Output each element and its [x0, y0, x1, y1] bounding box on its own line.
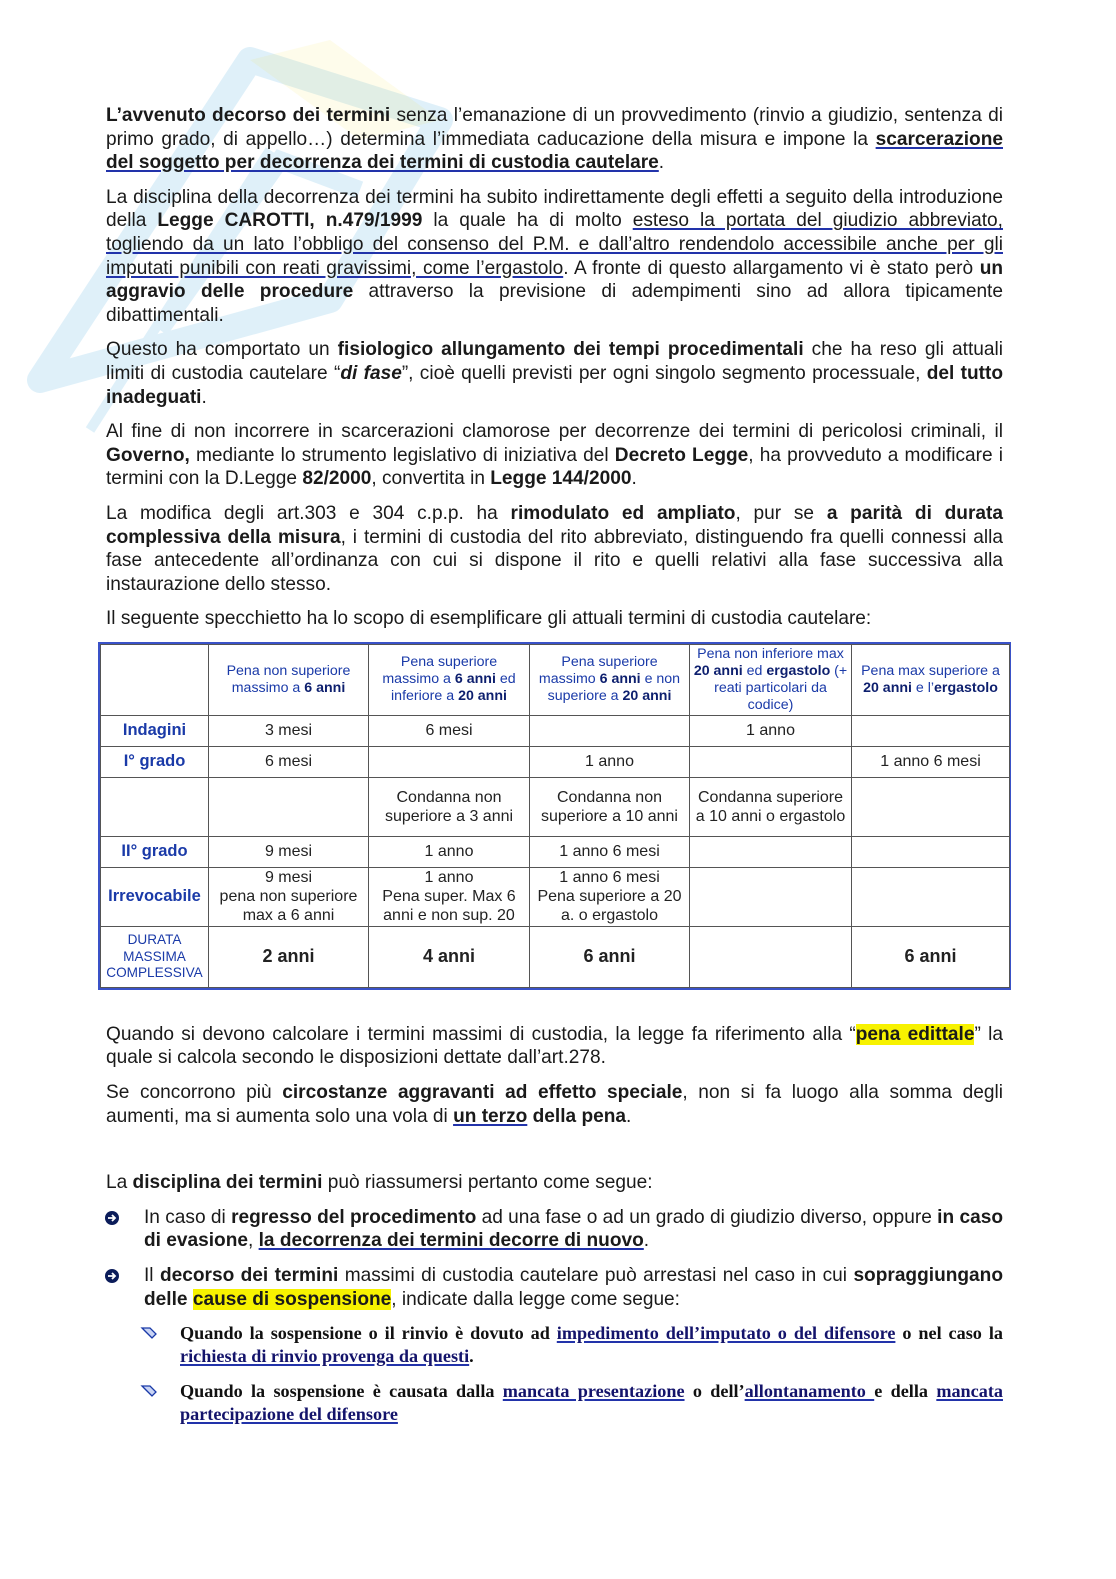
paragraph-4 [106, 420, 1003, 491]
irr-c1-b: pena non superiore max a 6 anni [219, 888, 358, 925]
p5-text-c: , pur se [735, 502, 827, 524]
h5-text-c: e l’ [911, 679, 935, 696]
arrow-bullet-icon [104, 1268, 122, 1284]
p4-legge-144: Legge 144/2000 [490, 468, 632, 490]
durata-l1: DURATA [127, 932, 182, 948]
condanna-col-5 [852, 777, 1010, 836]
p4-text-g: , convertita in [371, 468, 491, 490]
condanna-col-4: Condanna superiore a 10 anni o ergastolo [690, 777, 852, 836]
durata-l3: COMPLESSIVA [106, 965, 203, 981]
p8-un-terzo: un terzo [453, 1105, 528, 1127]
p3-di-fase: di fase [340, 362, 402, 384]
h2-text-a: Pena superiore massimo a [382, 654, 498, 688]
irr-c3-a: 1 anno 6 mesi [559, 869, 660, 887]
p4-end: . [631, 468, 637, 490]
b2-cause-sospensione: cause di sospensione [192, 1288, 392, 1310]
h5-text-a: Pena max superiore a [861, 662, 1000, 679]
bullet-item-1 [106, 1206, 1003, 1253]
h2-text-c: ed inferiore a [391, 671, 516, 705]
condanna-label [101, 777, 209, 836]
s2-underlined-d: allontanamento [744, 1381, 875, 1402]
irr-c2-a: 1 anno [424, 869, 474, 887]
b2-text-f: , indicate dalla legge come segue: [391, 1288, 680, 1310]
p3-text-e: ”, cioè quelli previsti per ogni singolo segmento processuale, [401, 362, 927, 384]
spacer-2 [106, 1139, 1003, 1171]
b2-bold-b: decorso dei termini [159, 1265, 339, 1287]
b2-bold-d: sopraggiungano delle [144, 1265, 1003, 1310]
h3-text-a: Pena superiore massimo [538, 654, 658, 688]
p4-decreto-legge: Decreto Legge [614, 444, 749, 466]
grado2-col-2: 1 anno [369, 836, 530, 867]
spacer [106, 990, 1003, 1023]
row-primo-grado [101, 746, 1010, 777]
p3-end: . [201, 386, 207, 408]
b1-bold-b: regresso del procedimento [231, 1206, 477, 1228]
p9-text-a: La [106, 1172, 133, 1194]
b2-text-c: massimi di custodia cautelare può arrestasi nel caso in cui [338, 1265, 854, 1287]
row-irrevocabile [101, 867, 1010, 926]
p9-text-c: può riassumersi pertanto come segue: [322, 1172, 653, 1194]
p8-text-c: , non si fa luogo alla somma degli aumenti, ma si aumenta solo una vola di [106, 1082, 1004, 1127]
irrevocabile-col-1 [209, 867, 369, 926]
durata-col-3: 6 anni [530, 926, 690, 987]
row-indagini [101, 715, 1010, 746]
p8-end: . [626, 1105, 632, 1127]
irr-c2-b: Pena super. Max 6 anni e non sup. 20 [382, 888, 516, 925]
s1-underlined-d: richiesta di rinvio provenga da questi [180, 1346, 470, 1367]
h4-text-c: ed [742, 662, 767, 679]
grado2-col-3: 1 anno 6 mesi [530, 836, 690, 867]
irr-c1-a: 9 mesi [264, 869, 313, 887]
durata-col-2: 4 anni [369, 926, 530, 987]
row-label-durata [101, 926, 209, 987]
p2-text-g: attraverso la previsione di adempimenti sino ad allora tipicamente dibattimentali. [106, 281, 1003, 326]
h3-text-c: e non superiore a [547, 671, 681, 705]
h4-text-e: (+ reati particolari da codice) [714, 662, 848, 713]
p4-text-e: , ha provveduto a modificare i termini con la D.Legge [106, 444, 1003, 490]
p4-governo: Governo, [106, 444, 190, 466]
s1-underlined-b: impedimento dell’imputato o del difensore [556, 1323, 896, 1344]
p7-text-a: Quando si devono calcolare i termini massimi di custodia, la legge fa riferimento alla “ [106, 1023, 856, 1045]
indagini-col-3 [530, 715, 690, 746]
p9-bold-b: disciplina dei termini [132, 1172, 323, 1194]
b1-comma: , [248, 1230, 259, 1252]
grado1-col-3: 1 anno [530, 746, 690, 777]
header-col-1 [209, 644, 369, 715]
irrevocabile-col-5 [852, 867, 1010, 926]
p8-text-a: Se concorrono più [106, 1082, 283, 1104]
paragraph-6: Il seguente specchietto ha lo scopo di esemplificare gli attuali termini di custodia cautelare: [106, 608, 872, 630]
irr-c3-b: Pena superiore a 20 a. o ergastolo [537, 888, 682, 925]
paragraph-7 [106, 1023, 1003, 1070]
document-page [106, 104, 1003, 1438]
row-label-indagini: Indagini [101, 715, 209, 746]
p5-text-e: , i termini di custodia del rito abbreviato, distinguendo fra quelli connessi alla fase antecedente all’ordinanza con cui si dispone il rito e quelli relativi alla fase successiva alla instaurazione dello stesso. [106, 526, 1003, 595]
row-label-primo-grado: I° grado [101, 746, 209, 777]
s2-underlined-f: mancata partecipazione del difensore [180, 1381, 1003, 1425]
p3-text-a: Questo ha comportato un [106, 339, 338, 361]
paragraph-9 [106, 1171, 1003, 1195]
h4-bold-d: ergastolo [766, 662, 831, 679]
b1-text-c: ad una fase o ad un grado di giudizio diverso, oppure [476, 1206, 938, 1228]
b1-end: . [643, 1230, 650, 1252]
grado1-col-5: 1 anno 6 mesi [852, 746, 1010, 777]
h1-bold: 6 anni [304, 679, 346, 696]
durata-l2: MASSIMA [123, 948, 186, 964]
p5-text-a: La modifica degli art.303 e 304 c.p.p. ha [106, 502, 511, 524]
irrevocabile-col-2 [369, 867, 530, 926]
row-condanna [101, 777, 1010, 836]
indagini-col-1: 3 mesi [209, 715, 369, 746]
row-secondo-grado [101, 836, 1010, 867]
s1-end: . [469, 1346, 474, 1367]
pointing-hand-icon [140, 1382, 160, 1400]
h5-bold-b: 20 anni [863, 679, 912, 696]
p3-bold-f: del tutto inadeguati [106, 362, 1004, 408]
h2-bold-d: 20 anni [458, 688, 507, 705]
p8-della-pena: della pena [532, 1105, 627, 1127]
s1-text-a: Quando la sospensione o il rinvio è dovuto ad [180, 1323, 557, 1344]
p7-text-c: ” la quale si calcola secondo le disposizioni dettate dall’art.278. [106, 1023, 1004, 1069]
sub-item-1 [106, 1322, 1003, 1368]
p2-text-e: . A fronte di questo allargamento vi è stato però [563, 257, 980, 279]
grado2-col-5 [852, 836, 1010, 867]
p4-82-2000: 82/2000 [302, 468, 372, 490]
row-durata-massima [101, 926, 1010, 987]
grado1-col-4 [690, 746, 852, 777]
condanna-col-1 [209, 777, 369, 836]
indagini-col-5 [852, 715, 1010, 746]
p4-text-a: Al fine di non incorrere in scarcerazioni clamorose per decorrenze dei termini di pericolosi criminali, il [106, 421, 1003, 443]
header-col-3 [530, 644, 690, 715]
b1-bold-d: in caso di evasione [144, 1206, 1003, 1252]
h1-text: Pena non superiore massimo a [226, 662, 351, 696]
s2-underlined-b: mancata presentazione [502, 1381, 685, 1402]
indagini-col-2: 6 mesi [369, 715, 530, 746]
h2-bold-b: 6 anni [454, 671, 496, 688]
p3-text-c: che ha reso gli attuali limiti di custodia cautelare “ [106, 339, 1003, 384]
b2-text-a: Il [144, 1265, 160, 1287]
s2-text-e: e della [874, 1381, 937, 1402]
durata-col-1: 2 anni [209, 926, 369, 987]
s2-text-a: Quando la sospensione è causata dalla [180, 1381, 503, 1402]
paragraph-8 [106, 1081, 1003, 1128]
p1-end: . [658, 152, 665, 174]
pointing-hand-icon [140, 1324, 160, 1342]
p4-text-c: mediante lo strumento legislativo di iniziativa del [189, 444, 615, 466]
header-col-5 [852, 644, 1010, 715]
p7-pena-edittale: pena edittale [855, 1023, 975, 1045]
arrow-bullet-icon [104, 1210, 122, 1226]
sub-item-2 [106, 1380, 1003, 1426]
p2-legge-carotti: Legge CAROTTI, n.479/1999 [157, 210, 423, 232]
h5-bold-d: ergastolo [934, 679, 998, 696]
custody-terms-table [98, 642, 1011, 990]
p1-bold: L’avvenuto decorso dei termini [106, 105, 391, 126]
s1-text-c: o nel caso la [895, 1323, 1003, 1344]
p1-underlined-bold: scarcerazione del soggetto per decorrenza dei termini di custodia cautelare [106, 128, 1003, 174]
table-header-row [101, 644, 1010, 715]
grado2-col-4 [690, 836, 852, 867]
condanna-col-3: Condanna non superiore a 10 anni [530, 777, 690, 836]
p5-bold-b: rimodulato ed ampliato [510, 502, 736, 524]
durata-col-5: 6 anni [852, 926, 1010, 987]
b1-text-a: In caso di [144, 1206, 232, 1228]
h3-bold-b: 6 anni [599, 671, 641, 688]
h4-bold-b: 20 anni [693, 662, 743, 679]
irrevocabile-col-3 [530, 867, 690, 926]
row-label-irrevocabile: Irrevocabile [101, 867, 209, 926]
irrevocabile-col-4 [690, 867, 852, 926]
paragraph-3 [106, 338, 1003, 409]
p8-bold-b: circostanze aggravanti ad effetto speciale [282, 1082, 683, 1104]
header-col-2 [369, 644, 530, 715]
grado2-col-1: 9 mesi [209, 836, 369, 867]
p5-bold-d: a parità di durata complessiva della misura [106, 502, 1003, 548]
p2-text-c: la quale ha di molto [422, 210, 633, 232]
condanna-col-2: Condanna non superiore a 3 anni [369, 777, 530, 836]
paragraph-1 [106, 104, 1003, 175]
paragraph-2 [106, 186, 1003, 328]
s2-text-c: o dell’ [684, 1381, 745, 1402]
bullet-item-2 [106, 1264, 1003, 1311]
h3-bold-d: 20 anni [622, 688, 672, 705]
p2-aggravio: un aggravio delle procedure [106, 257, 1004, 303]
b1-underlined: la decorrenza dei termini decorre di nuovo [258, 1230, 644, 1252]
p2-text-a: La disciplina della decorrenza dei termini ha subito indirettamente degli effetti a seguito della introduzione della [106, 186, 1003, 232]
h4-text-a: Pena non inferiore max [697, 645, 844, 662]
p3-bold-b: fisiologico allungamento dei tempi procedimentali [337, 339, 804, 361]
p1-text: senza l’emanazione di un provvedimento (rinvio a giudizio, sentenza di primo grado, di appello…) determina l’immediata caducazione della misura e impone la [106, 105, 1003, 150]
header-col-4 [690, 644, 852, 715]
p2-underlined: esteso la portata del giudizio abbreviato, togliendo da un lato l’obbligo del consenso del P.M. e dall’altro rendendolo accessibile anche per gli imputati punibili con reati gravissimi, come l’ergastolo [106, 210, 1003, 279]
durata-col-4 [690, 926, 852, 987]
header-empty-cell [101, 644, 209, 715]
paragraph-5 [106, 502, 1003, 596]
indagini-col-4: 1 anno [690, 715, 852, 746]
row-label-secondo-grado: II° grado [101, 836, 209, 867]
grado1-col-1: 6 mesi [209, 746, 369, 777]
grado1-col-2 [369, 746, 530, 777]
